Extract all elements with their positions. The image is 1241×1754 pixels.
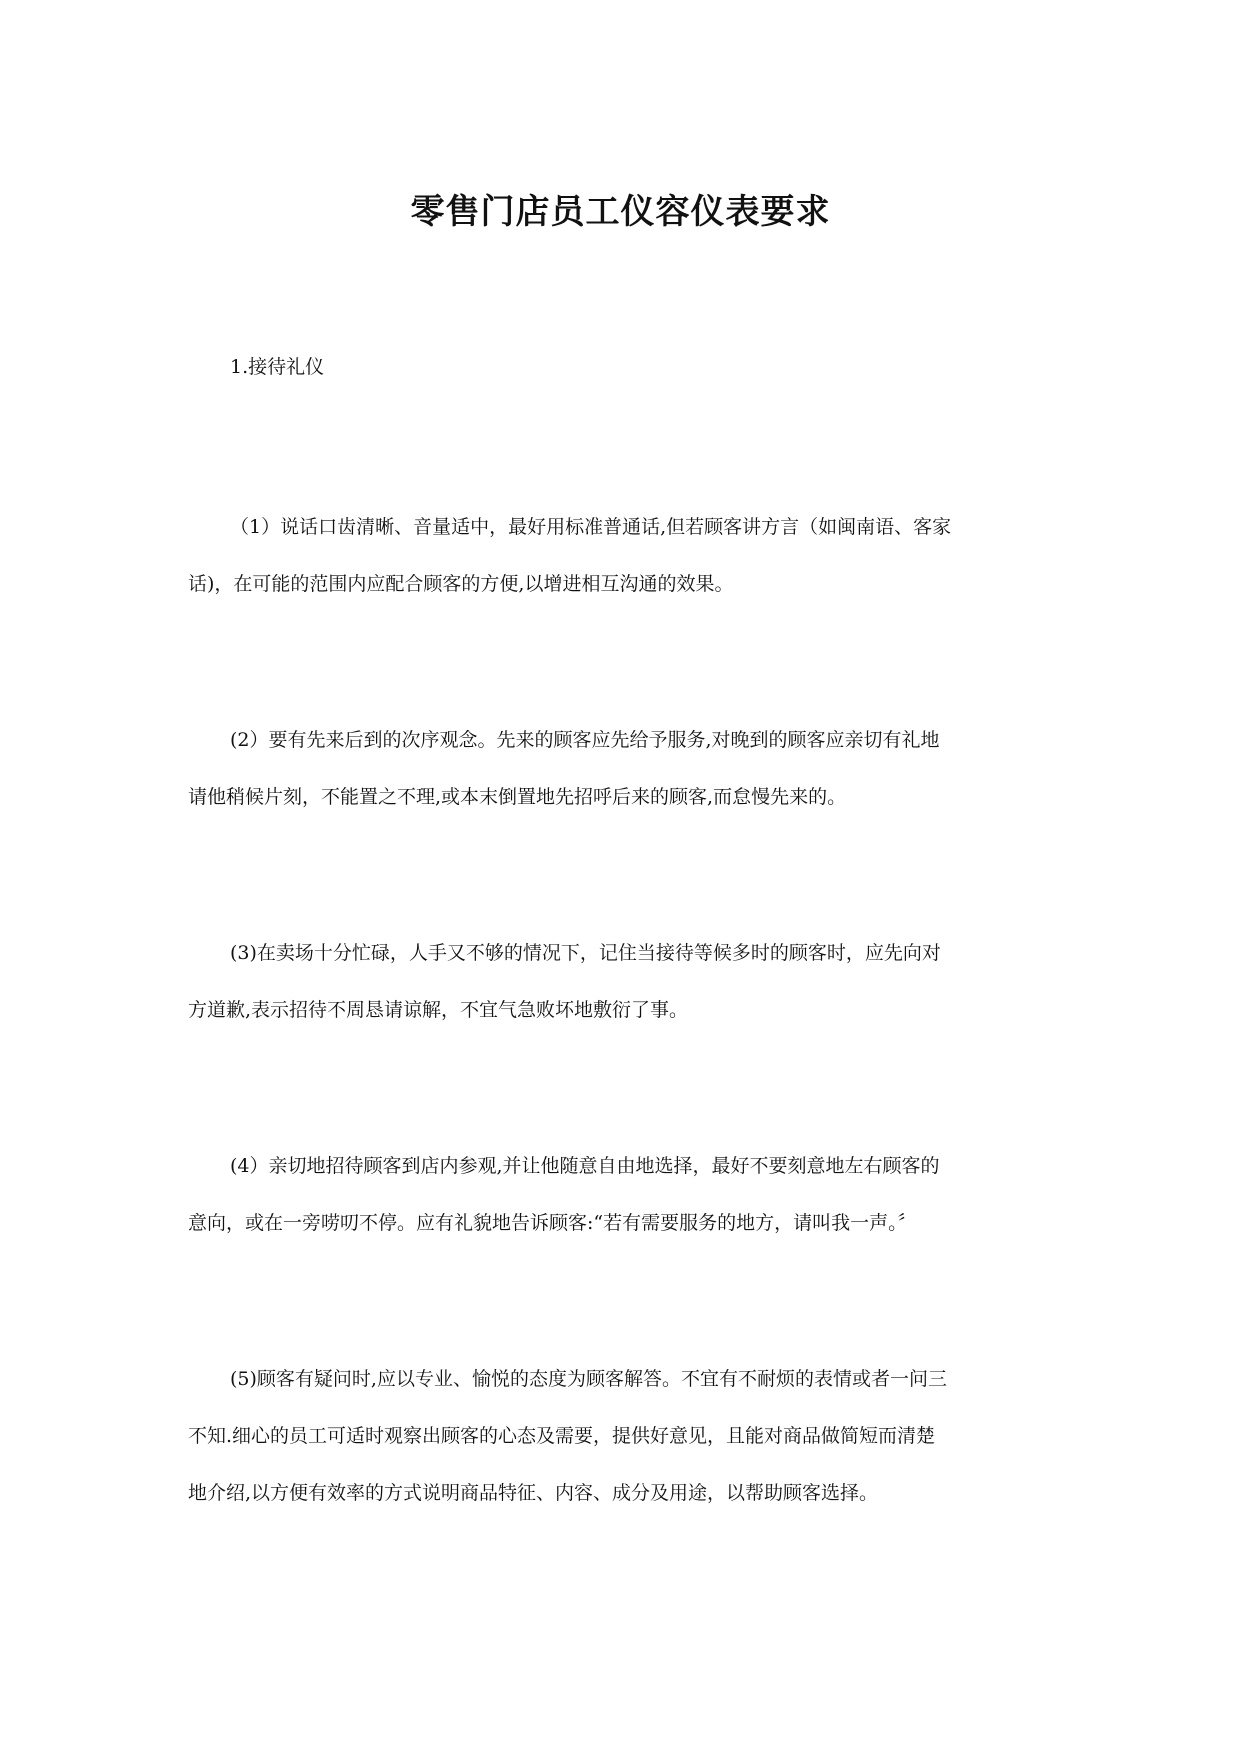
paragraph-line: (3)在卖场十分忙碌，人手又不够的情况下，记住当接待等候多时的顾客时，应先向对 (230, 942, 941, 964)
paragraph-5 (188, 1351, 1058, 1522)
paragraph-line: （1）说话口齿清晰、音量适中，最好用标准普通话,但若顾客讲方言（如闽南语、客家 (230, 516, 952, 538)
paragraph-line: (5)顾客有疑问时,应以专业、愉悦的态度为顾客解答。不宜有不耐烦的表情或者一问三 (230, 1368, 947, 1390)
paragraph-line: 不知.细心的员工可适时观察出顾客的心态及需要，提供好意见，且能对商品做简短而清楚 (188, 1425, 936, 1447)
paragraph-line: 方道歉,表示招待不周恳请谅解，不宜气急败坏地敷衍了事。 (188, 999, 689, 1021)
document-title: 零售门店员工仪容仪表要求 (410, 192, 831, 232)
paragraph-line: 地介绍,以方便有效率的方式说明商品特征、内容、成分及用途，以帮助顾客选择。 (188, 1482, 879, 1504)
paragraph-2 (188, 712, 1058, 826)
paragraph-line: 话)，在可能的范围内应配合顾客的方便,以增进相互沟通的效果。 (188, 573, 734, 595)
section-heading: 1.接待礼仪 (230, 356, 325, 378)
paragraph-4 (188, 1138, 1058, 1252)
paragraph-1 (188, 499, 1058, 613)
paragraph-line: (2）要有先来后到的次序观念。先来的顾客应先给予服务,对晚到的顾客应亲切有礼地 (230, 729, 940, 751)
paragraph-line: 意向，或在一旁唠叨不停。应有礼貌地告诉顾客:“若有需要服务的地方，请叫我一声。〞 (188, 1212, 917, 1234)
paragraph-line: (4）亲切地招待顾客到店内参观,并让他随意自由地选择，最好不要刻意地左右顾客的 (230, 1155, 940, 1177)
paragraph-line: 请他稍候片刻，不能置之不理,或本末倒置地先招呼后来的顾客,而怠慢先来的。 (188, 786, 847, 808)
paragraph-3 (188, 925, 1058, 1039)
